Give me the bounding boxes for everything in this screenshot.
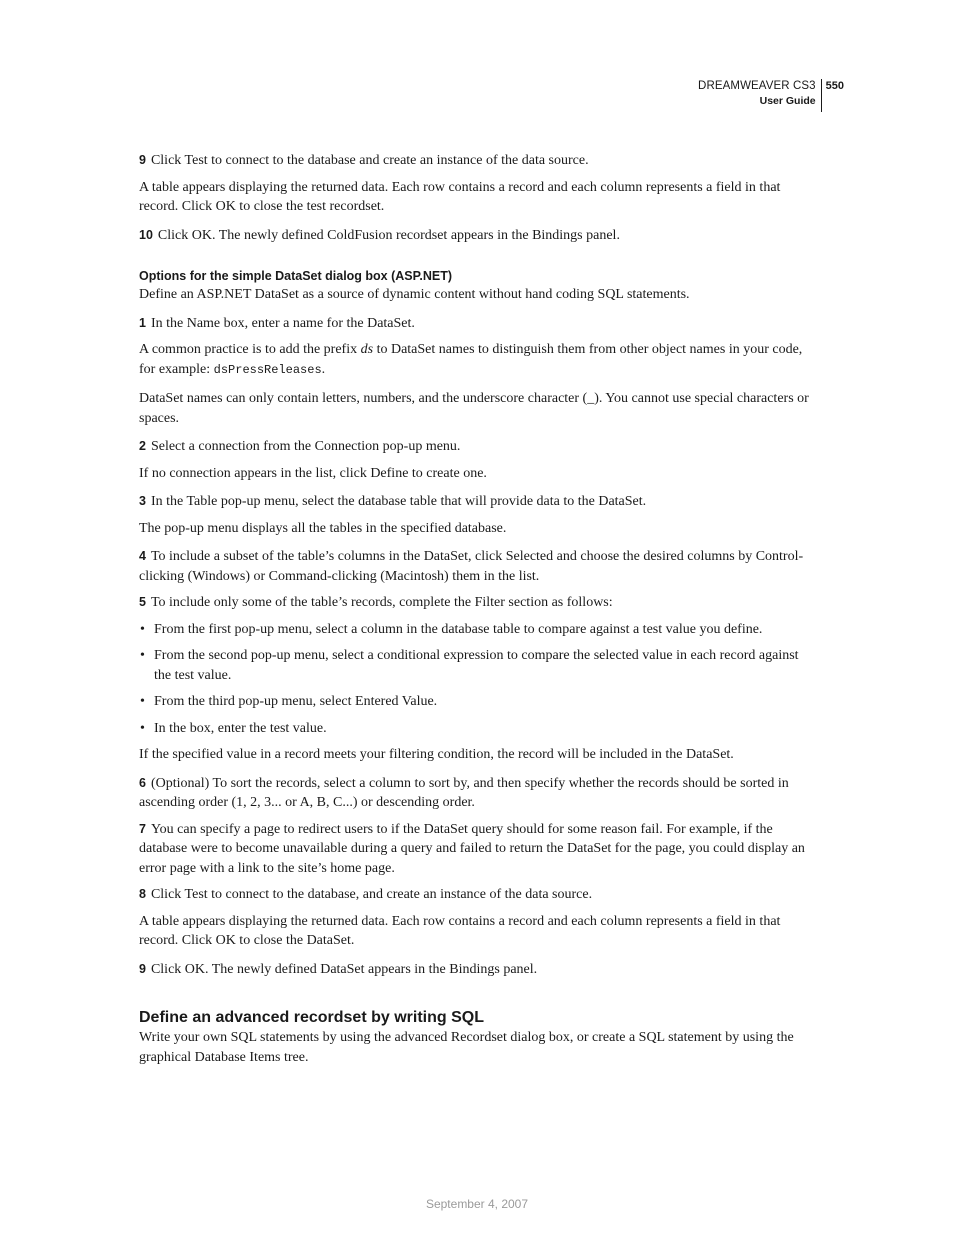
paragraph-table-appears-dataset: A table appears displaying the returned data. Each row contains a record and each column represents a field in that record. Click OK to close the DataSet. (139, 913, 781, 948)
bullet-item (139, 620, 819, 640)
step-number: 6 (139, 775, 146, 790)
paragraph-define-dataset: Define an ASP.NET DataSet as a source of dynamic content without hand coding SQL statements. (139, 287, 690, 302)
page-content (139, 151, 819, 1067)
step-text: You can specify a page to redirect users to if the DataSet query should for some reason fail. For example, if the database were to become unavailable during a query and failed to return the DataSet for the page, you could display an error page with a link to the site’s home page. (139, 821, 805, 876)
step-6-sort (139, 774, 819, 813)
text-run: . (321, 361, 326, 377)
bullet-item (139, 719, 819, 739)
bullet-text: From the first pop-up menu, select a column in the database table to compare against a test value you define. (154, 621, 763, 637)
step-1-name (139, 314, 819, 334)
bullet-text: In the box, enter the test value. (154, 720, 327, 736)
bullet-icon: • (140, 621, 145, 637)
step-text: Select a connection from the Connection pop-up menu. (150, 439, 461, 454)
step-number: 8 (139, 887, 146, 901)
header-titles (698, 79, 822, 112)
paragraph-table-appears: A table appears displaying the returned data. Each row contains a record and each column represents a field in that record. Click OK to close the test recordset. (139, 179, 781, 214)
paragraph-filter-condition: If the specified value in a record meets your filtering condition, the record will be included in the DataSet. (139, 747, 734, 762)
bullet-icon: • (140, 720, 145, 736)
running-header (698, 79, 844, 112)
bullet-item (139, 692, 819, 712)
step-2-connection (139, 437, 819, 457)
section-heading-advanced: Define an advanced recordset by writing SQL (139, 1009, 484, 1026)
paragraph-write-sql: Write your own SQL statements by using the advanced Recordset dialog box, or create a SQL statement by using the graphical Database Items tree. (139, 1030, 794, 1065)
step-9-ok (139, 960, 819, 980)
step-text: To include only some of the table’s records, complete the Filter section as follows: (150, 595, 613, 610)
step-text: In the Table pop-up menu, select the database table that will provide data to the DataSet. (150, 494, 647, 509)
step-number: 5 (139, 595, 146, 609)
section-heading-options: Options for the simple DataSet dialog box (ASP.NET) (139, 269, 453, 283)
step-7-redirect (139, 820, 819, 879)
paragraph-popup-tables: The pop-up menu displays all the tables in the specified database. (139, 520, 507, 536)
bullet-text: From the second pop-up menu, select a conditional expression to compare the selected value in each record against the test value. (154, 648, 799, 683)
text-run: to DataSet names to distinguish them from other object names in your code, for example: (139, 342, 803, 377)
guide-name: User Guide (759, 95, 816, 107)
step-8-test (139, 885, 819, 905)
step-3-table (139, 492, 819, 512)
step-number: 9 (139, 153, 146, 167)
step-text: Click OK. The newly defined DataSet appears in the Bindings panel. (150, 961, 538, 977)
code-example: dsPressReleases (213, 362, 322, 377)
step-text: (Optional) To sort the records, select a column to sort by, and then specify whether the records should be sorted in ascending order (1, 2, 3... or A, B, C...) or descending order. (139, 775, 789, 810)
page-number: 550 (825, 80, 844, 92)
bullet-text: From the third pop-up menu, select Entered Value. (154, 694, 438, 709)
bullet-item (139, 646, 819, 685)
text-run: A common practice is to add the prefix (139, 342, 361, 357)
step-number: 9 (139, 961, 146, 976)
step-number: 4 (139, 549, 146, 563)
emphasis-prefix: ds (360, 342, 374, 357)
paragraph-prefix (139, 340, 819, 380)
step-9-test (139, 151, 819, 171)
bullet-icon: • (140, 694, 145, 709)
product-name: DREAMWEAVER CS3 (698, 80, 816, 92)
step-number: 1 (139, 315, 146, 330)
step-10-ok (139, 226, 819, 246)
step-text: Click Test to connect to the database and create an instance of the data source. (150, 153, 589, 168)
step-number: 3 (139, 494, 146, 508)
step-text: Click OK. The newly defined ColdFusion recordset appears in the Bindings panel. (157, 227, 620, 243)
footer-date: September 4, 2007 (425, 1197, 529, 1211)
step-number: 10 (139, 227, 153, 242)
step-text: Click Test to connect to the database, and create an instance of the data source. (150, 887, 593, 902)
step-text: In the Name box, enter a name for the DataSet. (150, 315, 415, 331)
paragraph-no-connection: If no connection appears in the list, click Define to create one. (139, 465, 487, 481)
step-5-filter (139, 593, 819, 613)
paragraph-dataset-names: DataSet names can only contain letters, numbers, and the underscore character (_). You cannot use special characters or spaces. (139, 391, 809, 426)
bullet-icon: • (140, 648, 145, 663)
step-4-columns (139, 547, 819, 586)
step-number: 7 (139, 821, 146, 836)
step-text: To include a subset of the table’s columns in the DataSet, click Selected and choose the desired columns by Control-clicking (Windows) or Command-clicking (Macintosh) them in the list. (139, 549, 804, 584)
step-number: 2 (139, 439, 146, 453)
